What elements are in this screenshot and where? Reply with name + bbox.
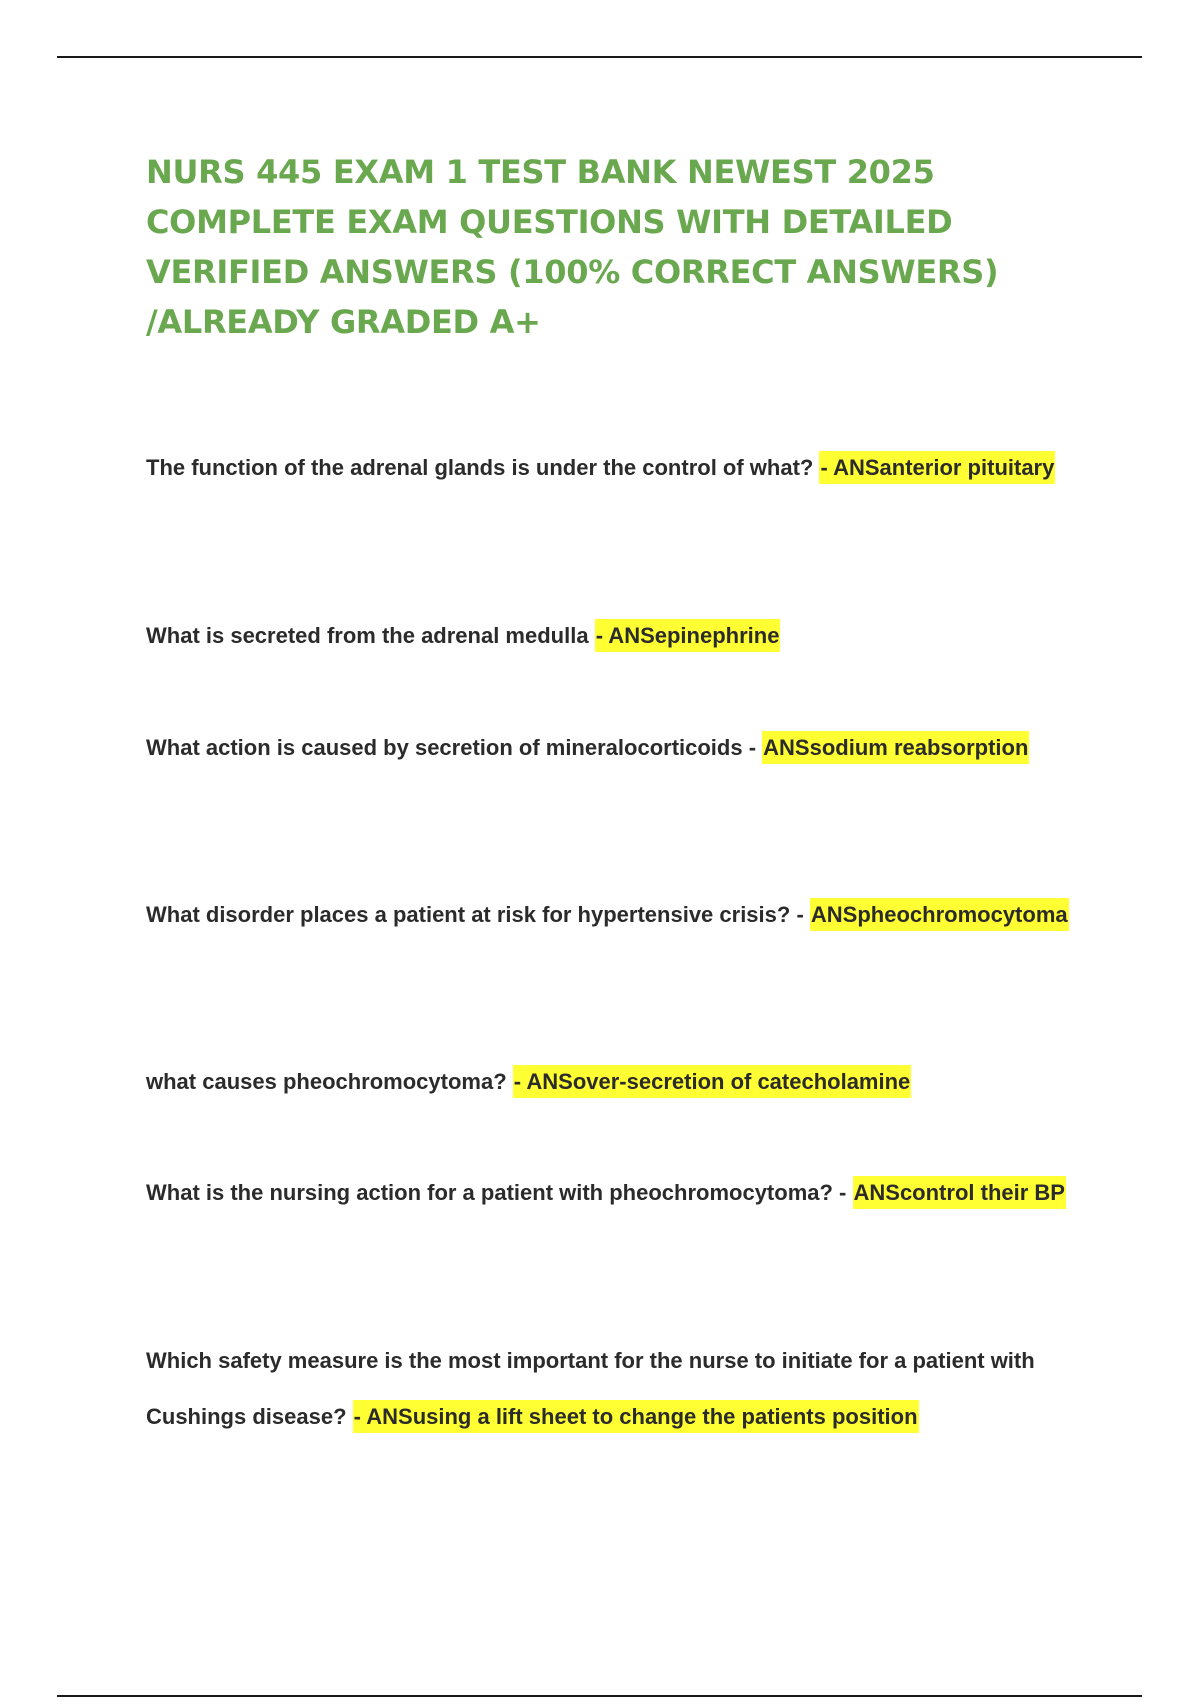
qa-item: [146, 1165, 1076, 1221]
answer-prefix: -: [839, 1180, 853, 1205]
qa-item: [146, 887, 1076, 943]
answer-highlight: ANSsodium reabsorption: [762, 731, 1029, 764]
answer-highlight: - ANSusing a lift sheet to change the patients position: [353, 1400, 919, 1433]
qa-item: [146, 1054, 1076, 1110]
qa-item: [146, 720, 1076, 776]
answer-highlight: - ANSanterior pituitary: [819, 451, 1055, 484]
bottom-rule: [57, 1695, 1142, 1697]
question-text: The function of the adrenal glands is under the control of what?: [146, 455, 820, 480]
top-rule: [57, 56, 1142, 58]
answer-highlight: - ANSover-secretion of catecholamine: [513, 1065, 912, 1098]
question-text: Which safety measure is the most important for the nurse to initiate for a patient with Cushings disease?: [146, 1348, 1035, 1429]
qa-item: [146, 608, 1076, 664]
answer-prefix: -: [748, 735, 763, 760]
answer-highlight: - ANSepinephrine: [595, 619, 781, 652]
qa-item: [146, 1333, 1076, 1445]
document-title: NURS 445 EXAM 1 TEST BANK NEWEST 2025 COMPLETE EXAM QUESTIONS WITH DETAILED VERIFIED ANSWERS (100% CORRECT ANSWERS) /ALREADY GRADED A+: [146, 153, 999, 341]
answer-highlight: ANSpheochromocytoma: [810, 898, 1069, 931]
question-text: What is secreted from the adrenal medulla: [146, 623, 595, 648]
answer-prefix: -: [796, 902, 810, 927]
question-text: What is the nursing action for a patient with pheochromocytoma?: [146, 1180, 840, 1205]
answer-highlight: ANScontrol their BP: [853, 1176, 1066, 1209]
question-text: What disorder places a patient at risk for hypertensive crisis?: [146, 902, 797, 927]
question-text: what causes pheochromocytoma?: [146, 1069, 513, 1094]
qa-item: [146, 440, 1076, 496]
question-text: What action is caused by secretion of mineralocorticoids: [146, 735, 749, 760]
